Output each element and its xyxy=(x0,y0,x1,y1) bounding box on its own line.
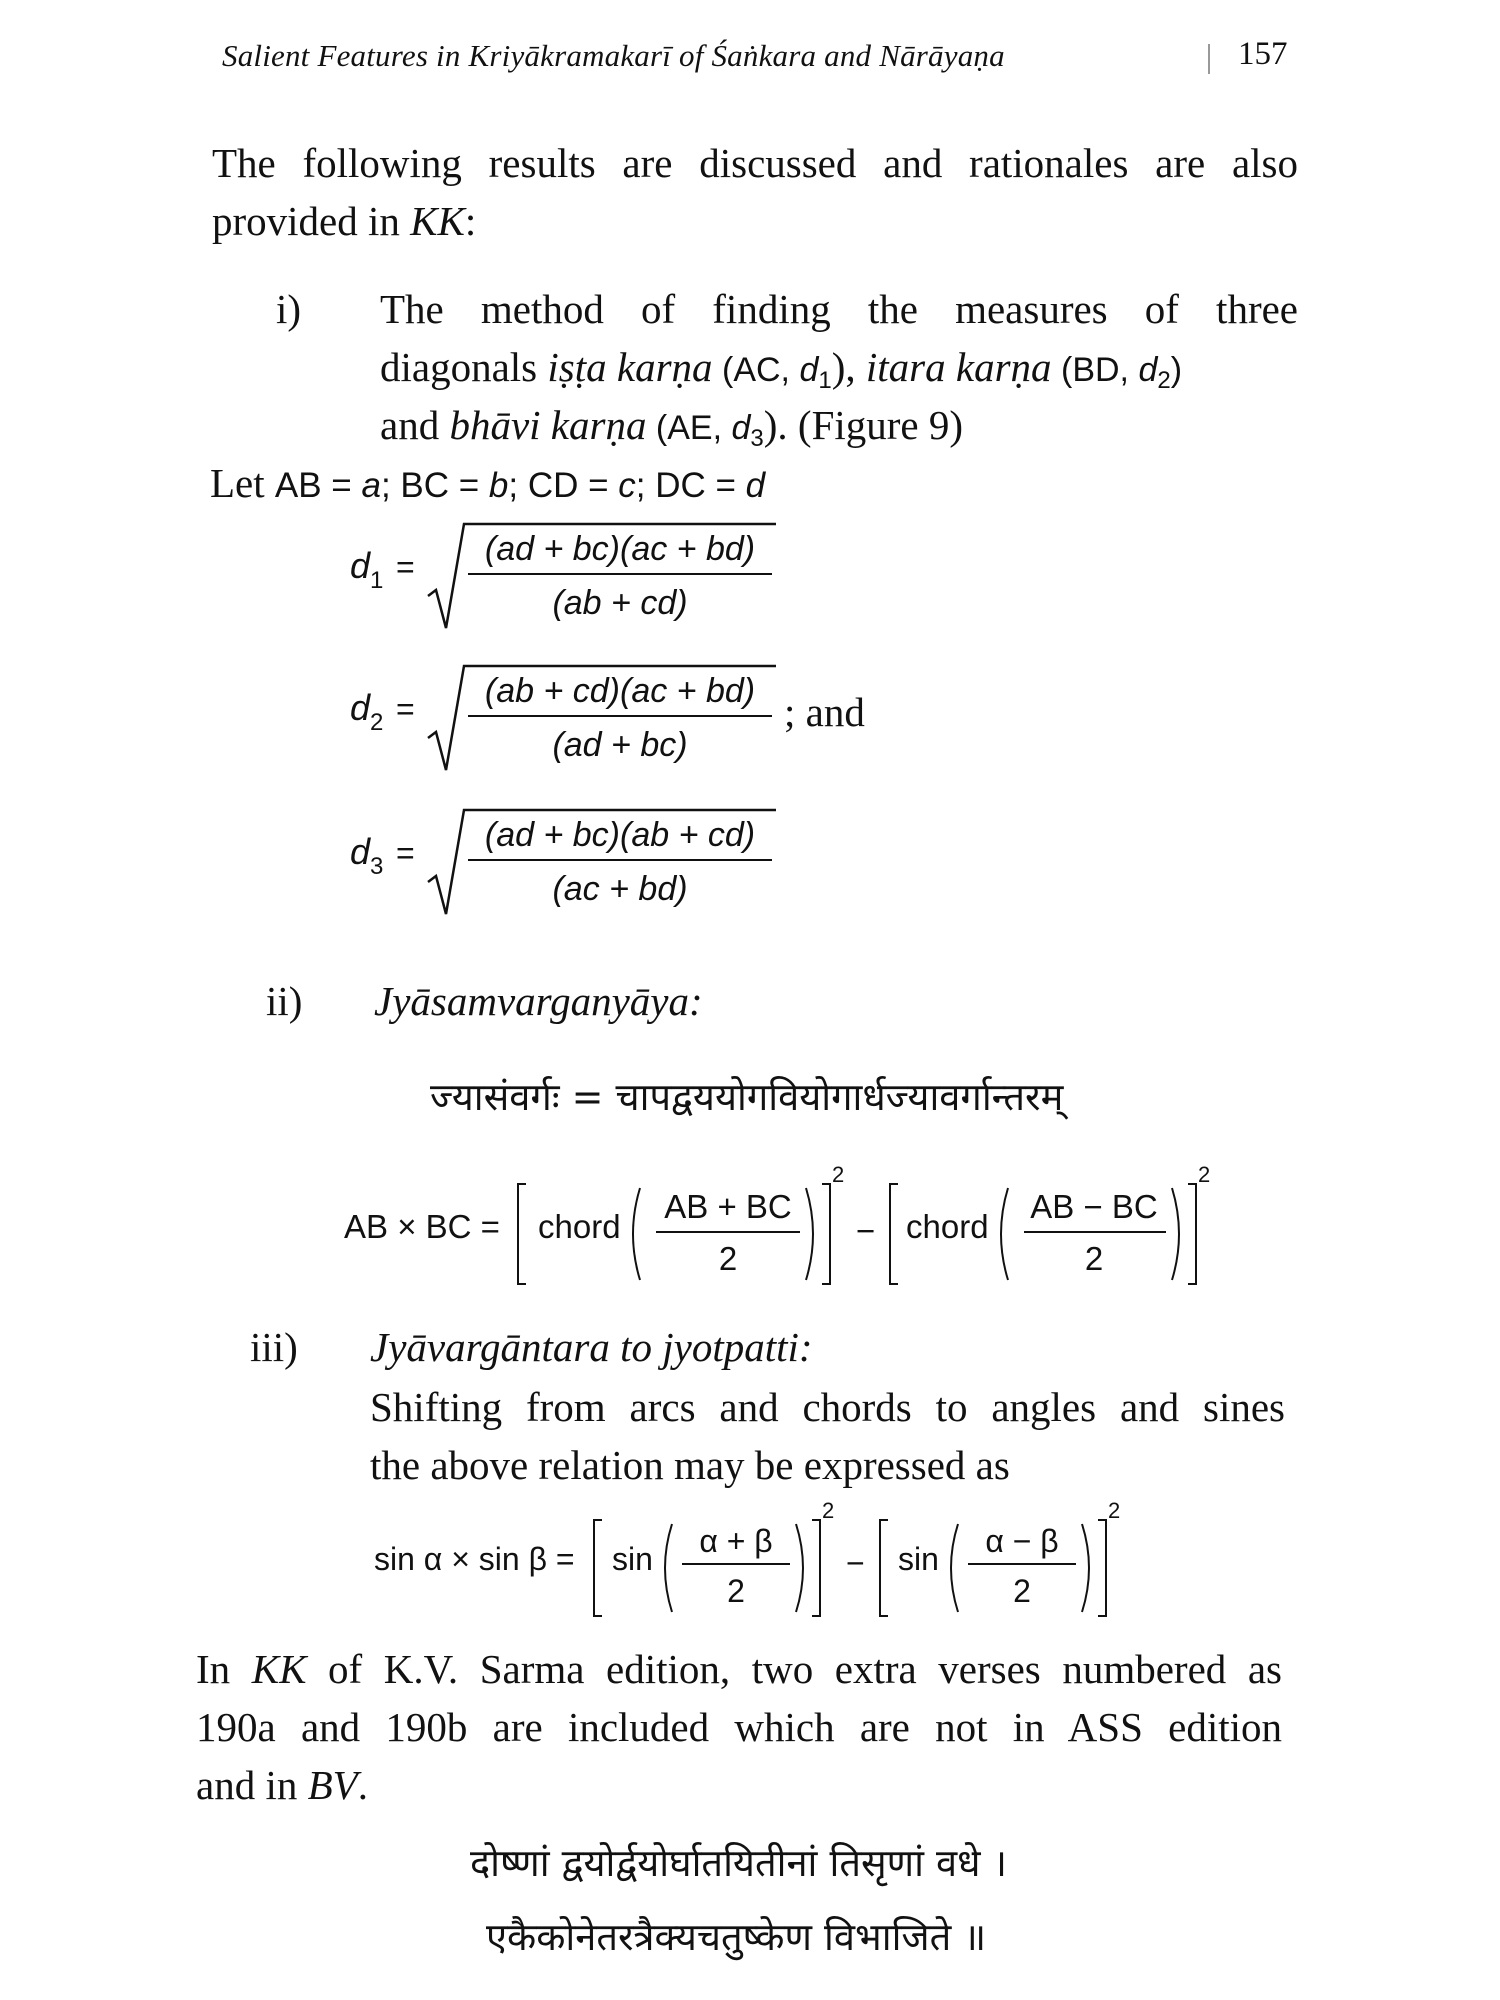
eq-iii-num-1: α + β xyxy=(699,1523,773,1559)
item-1-line-3: and bhāvi karṇa (AE, d3). (Figure 9) xyxy=(380,402,964,452)
item-3-line-1: Shifting from arcs and chords to angles and sines xyxy=(370,1384,1285,1430)
eq-d2-sub: 2 xyxy=(370,709,384,736)
eq-d1-equals: = xyxy=(396,549,415,585)
eq-iii-den-2: 2 xyxy=(1013,1573,1031,1609)
item-3-line-2: the above relation may be expressed as xyxy=(370,1442,1010,1488)
let-definition: Let AB = a; BC = b; CD = c; DC = d xyxy=(210,460,766,506)
eq-d3-denominator: (ac + bd) xyxy=(552,870,688,908)
closing-line-3: and in BV. xyxy=(196,1762,368,1808)
eq-ii-lhs: AB × BC = xyxy=(344,1208,500,1245)
eq-iii-left-paren-2 xyxy=(951,1524,958,1612)
eq-iii-left-bracket-1 xyxy=(594,1520,602,1616)
closing-line-2: 190a and 190b are included which are not in ASS edition xyxy=(196,1704,1282,1750)
eq-d2-denominator: (ad + bc) xyxy=(552,726,688,764)
item-3-title: Jyāvargāntara to jyotpatti: xyxy=(370,1324,813,1370)
eq-d3-equals: = xyxy=(396,835,415,871)
closing-line-1: In KK of K.V. Sarma edition, two extra verses numbered as xyxy=(196,1646,1282,1692)
item-1-line-1: The method of finding the measures of three xyxy=(380,286,1298,332)
eq-ii-left-bracket-1 xyxy=(518,1184,526,1284)
item-2-title: Jyāsamvarganyāya: xyxy=(374,978,703,1024)
eq-iii-exp-1: 2 xyxy=(822,1498,835,1523)
item-1-marker: i) xyxy=(276,286,302,332)
eq-iii-right-bracket-2 xyxy=(1098,1520,1106,1616)
verse-line-1: दोष्णां द्वयोर्द्वयोर्घातयितीनां तिसृणां वधे । xyxy=(470,1841,1008,1885)
eq-ii-right-bracket-2 xyxy=(1188,1184,1196,1284)
eq-d1-numerator: (ad + bc)(ac + bd) xyxy=(484,530,756,568)
eq-iii-sin-2: sin xyxy=(898,1541,939,1577)
equation-d1 xyxy=(340,510,800,640)
header-divider xyxy=(1208,44,1210,74)
eq-iii-exp-2: 2 xyxy=(1108,1498,1121,1523)
eq-d3-lhs: d xyxy=(350,831,371,872)
eq-ii-right-paren-1 xyxy=(806,1188,813,1280)
equation-sine-product xyxy=(370,1496,1130,1636)
eq-iii-lhs: sin α × sin β = xyxy=(374,1541,575,1577)
eq-ii-left-paren-2 xyxy=(1001,1188,1008,1280)
eq-ii-chord-1: chord xyxy=(538,1208,621,1245)
eq-d3-numerator: (ad + bc)(ab + cd) xyxy=(484,816,756,854)
item-2-marker: ii) xyxy=(266,978,303,1024)
item-1-line-2: diagonals iṣṭa karṇa (AC, d1), itara karṇa (BD, d2) xyxy=(380,344,1183,394)
eq-iii-right-paren-2 xyxy=(1082,1524,1089,1612)
eq-iii-sin-1: sin xyxy=(612,1541,653,1577)
eq-ii-left-bracket-2 xyxy=(890,1184,898,1284)
eq-iii-minus: − xyxy=(846,1545,865,1581)
equation-chord-product xyxy=(340,1156,1220,1306)
verse-line-2: एकैकोनेतरत्रैक्यचतुष्केण विभाजिते ॥ xyxy=(486,1915,987,1959)
eq-iii-right-paren-1 xyxy=(796,1524,803,1612)
eq-d2-numerator: (ab + cd)(ac + bd) xyxy=(484,672,756,710)
eq-ii-num-1: AB + BC xyxy=(664,1188,792,1225)
page-number: 157 xyxy=(1238,36,1288,72)
eq-d1-lhs: d xyxy=(350,545,371,586)
eq-ii-right-paren-2 xyxy=(1172,1188,1179,1280)
item-3-marker: iii) xyxy=(250,1324,298,1370)
eq-ii-chord-2: chord xyxy=(906,1208,989,1245)
running-header: Salient Features in Kriyākramakarī of Śaṅkara and Nārāyaṇa xyxy=(222,38,1005,73)
eq-ii-minus: − xyxy=(856,1212,876,1249)
item-2-sanskrit-rule: ज्यासंवर्गः = चापद्वययोगवियोगार्धज्यावर्गान्तरम् xyxy=(430,1075,1064,1119)
eq-ii-left-paren-1 xyxy=(633,1188,640,1280)
eq-ii-den-1: 2 xyxy=(718,1240,738,1277)
eq-d3-sub: 3 xyxy=(370,853,384,880)
equation-d2 xyxy=(340,652,900,782)
intro-line-2: provided in KK: xyxy=(212,198,477,244)
eq-d2-tail: ; and xyxy=(784,689,865,735)
eq-d2-equals: = xyxy=(396,691,415,727)
eq-iii-num-2: α − β xyxy=(985,1523,1059,1559)
eq-d1-sub: 1 xyxy=(370,567,384,594)
eq-iii-den-1: 2 xyxy=(727,1573,745,1609)
eq-iii-left-bracket-2 xyxy=(880,1520,888,1616)
eq-iii-right-bracket-1 xyxy=(812,1520,820,1616)
eq-ii-den-2: 2 xyxy=(1084,1240,1104,1277)
eq-ii-right-bracket-1 xyxy=(822,1184,830,1284)
eq-ii-exp-1: 2 xyxy=(832,1162,845,1187)
eq-ii-num-2: AB − BC xyxy=(1030,1188,1158,1225)
intro-line-1: The following results are discussed and rationales are also xyxy=(212,140,1298,186)
eq-d1-denominator: (ab + cd) xyxy=(552,584,688,622)
eq-ii-exp-2: 2 xyxy=(1198,1162,1211,1187)
eq-iii-left-paren-1 xyxy=(665,1524,672,1612)
eq-d2-lhs: d xyxy=(350,687,371,728)
equation-d3 xyxy=(340,796,800,926)
